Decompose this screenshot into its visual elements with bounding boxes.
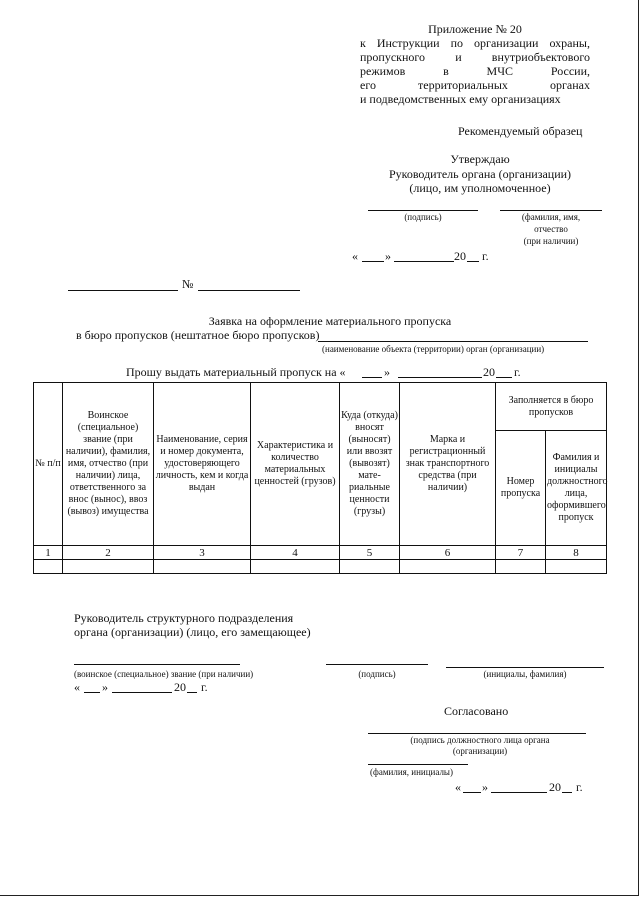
- approve-sign-line: [368, 210, 478, 211]
- appendix-line: пропускного и внутриобъектового: [360, 50, 590, 64]
- head-rank-caption: (воинское (специальное) звание (при наличии): [74, 669, 254, 679]
- agreed-sign-line: [368, 733, 586, 734]
- head-line1: Руководитель структурного подразделения: [74, 611, 294, 625]
- table-cell: [154, 560, 251, 574]
- agreed-title: Согласовано: [444, 704, 509, 718]
- date-day-line: [362, 261, 384, 262]
- head-sign-caption: (подпись): [358, 669, 396, 679]
- approve-date: [352, 249, 512, 263]
- ask-year-line: [496, 377, 512, 378]
- ask-suffix: г.: [514, 365, 521, 379]
- approve-line2: (лицо, им уполномоченное): [409, 181, 551, 195]
- header-cell-responsible: Воинское (специальное) звание (при наличии), фамилия, имя, отчество (при наличии) лица, ответственного за внос (вынос), ввоз (вывоз) имущества: [63, 383, 154, 546]
- header-cell-values: Характеристика и количество материальных ценностей (грузов): [251, 383, 340, 546]
- header-cell-official: Фамилия и инициалы должностного лица, оформившего пропуск: [546, 431, 607, 546]
- request-object-line: [318, 341, 588, 342]
- table-cell: [340, 560, 400, 574]
- table-header-row: [34, 383, 607, 431]
- table-cell: [63, 560, 154, 574]
- column-number: 1: [34, 546, 63, 560]
- head-name-line: [446, 667, 604, 668]
- ask-month-line: [398, 377, 482, 378]
- date-close-quote: »: [385, 249, 391, 263]
- date-open-quote: «: [74, 680, 80, 694]
- ask-close-quote: »: [384, 365, 390, 379]
- appendix-line: режимов в МЧС России,: [360, 64, 590, 78]
- head-rank-line: [74, 664, 240, 665]
- request-table: [33, 382, 607, 574]
- appendix-block: [360, 36, 590, 106]
- header-cell-number: № п/п: [34, 383, 63, 546]
- head-date: [74, 680, 234, 694]
- date-suffix: г.: [201, 680, 208, 694]
- agreed-sign-caption: (подпись должностного лица органа: [410, 735, 550, 745]
- request-ask: [126, 365, 526, 379]
- header-cell-pass-number: Номер пропуска: [496, 431, 546, 546]
- date-close-quote: »: [102, 680, 108, 694]
- table-cell: [546, 560, 607, 574]
- header-cell-vehicle: Марка и регистрационный знак транспортного средства (при наличии): [400, 383, 496, 546]
- agreed-sign-caption: (организации): [452, 746, 508, 756]
- number-label: №: [182, 277, 194, 291]
- appendix-line: к Инструкции по организации охраны,: [360, 36, 590, 50]
- date-open-quote: «: [455, 780, 461, 794]
- table-cell: [34, 560, 63, 574]
- approve-title: Утверждаю: [450, 152, 510, 166]
- date-month-line: [394, 261, 454, 262]
- date-day-line: [463, 792, 481, 793]
- head-sign-line: [326, 664, 428, 665]
- ask-year: 20: [483, 365, 495, 379]
- appendix-line: и подведомственных ему организациях: [360, 92, 561, 106]
- date-year-line: [467, 261, 479, 262]
- date-close-quote: »: [482, 780, 488, 794]
- column-number: 2: [63, 546, 154, 560]
- column-number: 3: [154, 546, 251, 560]
- number-line: [198, 290, 300, 291]
- agreed-name-line: [368, 764, 468, 765]
- approve-line1: Руководитель органа (организации): [388, 167, 572, 181]
- date-year: 20: [174, 680, 186, 694]
- request-to: в бюро пропусков (нештатное бюро пропусков): [76, 328, 320, 342]
- date-day-line: [84, 692, 100, 693]
- agreed-date: [455, 780, 605, 794]
- date-suffix: г.: [482, 249, 489, 263]
- date-year: 20: [549, 780, 561, 794]
- table-cell: [496, 560, 546, 574]
- column-number: 5: [340, 546, 400, 560]
- date-year-line: [187, 692, 197, 693]
- date-suffix: г.: [576, 780, 583, 794]
- recommended-label: Рекомендуемый образец: [458, 124, 583, 138]
- approve-name-caption: (при наличии): [523, 236, 579, 246]
- appendix-line: его территориальных органах: [360, 78, 590, 92]
- header-cell-destination: Куда (откуда) вносят (выносят) или ввозят (вывозят) мате-риальные ценности (грузы): [340, 383, 400, 546]
- agreed-name-caption: (фамилия, инициалы): [370, 767, 453, 777]
- approve-name-line: [500, 210, 602, 211]
- column-number: 4: [251, 546, 340, 560]
- header-cell-document: Наименование, серия и номер документа, удостоверяющего личность, кем и когда выдан: [154, 383, 251, 546]
- number-prefix-line: [68, 290, 178, 291]
- ask-day-line: [362, 377, 382, 378]
- date-month-line: [491, 792, 547, 793]
- date-year: 20: [454, 249, 466, 263]
- header-cell-bureau-group: Заполняется в бюро пропусков: [496, 383, 607, 431]
- date-month-line: [112, 692, 172, 693]
- column-number: 8: [546, 546, 607, 560]
- table-row: [34, 560, 607, 574]
- request-object-caption: (наименование объекта (территории) орган (организации): [322, 344, 545, 354]
- head-name-caption: (инициалы, фамилия): [483, 669, 567, 679]
- column-number: 7: [496, 546, 546, 560]
- head-line2: органа (организации) (лицо, его замещающее): [74, 625, 311, 639]
- column-number: 6: [400, 546, 496, 560]
- table-number-row: [34, 546, 607, 560]
- approve-sign-caption: (подпись): [404, 212, 442, 222]
- request-ask-text: Прошу выдать материальный пропуск на «: [126, 365, 346, 379]
- table-cell: [400, 560, 496, 574]
- approve-name-caption: отчество: [534, 224, 568, 234]
- date-year-line: [562, 792, 572, 793]
- date-open-quote: «: [352, 249, 358, 263]
- request-title: Заявка на оформление материального пропуска: [208, 314, 452, 328]
- appendix-title: Приложение № 20: [428, 22, 522, 36]
- table-cell: [251, 560, 340, 574]
- approve-name-caption: (фамилия, имя,: [521, 212, 581, 222]
